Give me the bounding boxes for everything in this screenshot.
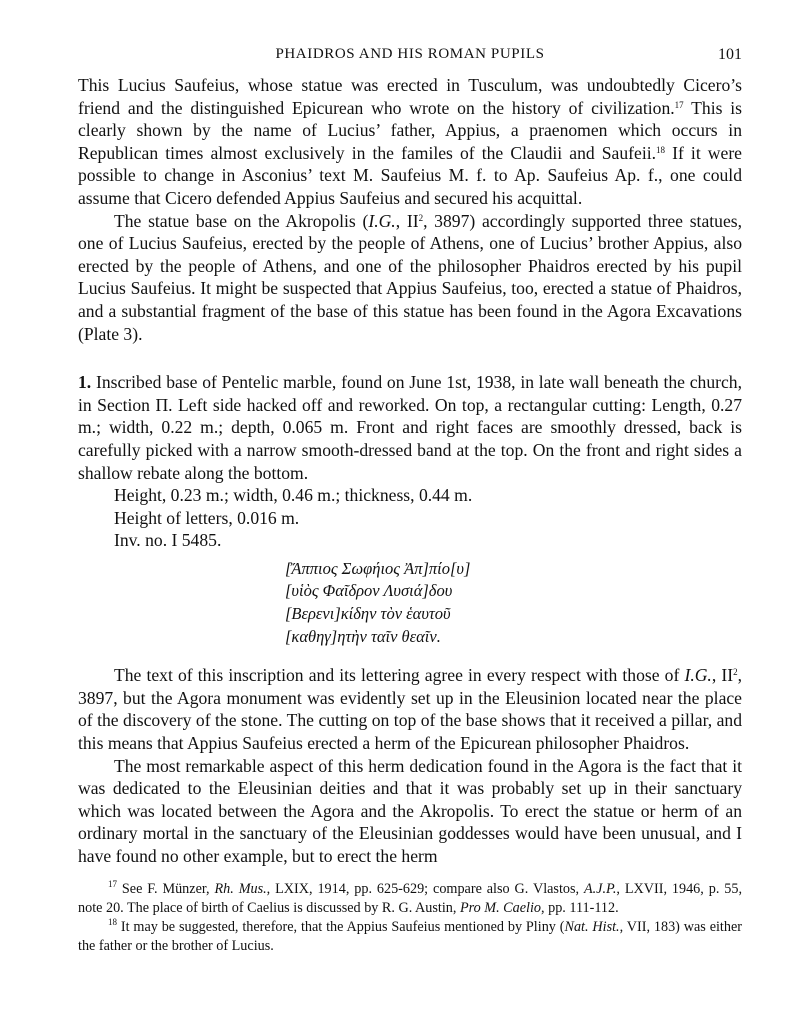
paragraph-4: The most remarkable aspect of this herm dedication found in the Agora is the fact that it was dedicated to the Eleusinian deities and that it was probably set up in their sanctuary which was located between the Agora and the Akropolis. To erect the statue or herm of an ordinary mortal in the sanctuary of the Eleusinian goddesses would have been unusual, and I have found no other example, but to erect the herm	[78, 755, 742, 866]
paragraph-1: This Lucius Saufeius, whose statue was erected in Tusculum, was undoubtedly Cicero’s friend and the distinguished Epicurean who wrote on the history of civilization.$^{17}$ This is clearly shown by the name of Lucius’ father, Appius, a praenomen which occurs in Republican times almost exclusively in the familes of the Claudii and Saufeii.$^{18}$ If it were possible to change in Asconius’ text M. Saufeius M. f. to Ap. Saufeius Ap. f., one could assume that Cicero defended Appius Saufeius and secured his acquittal.	[78, 75, 742, 208]
page-number: 101	[718, 46, 742, 63]
measurement-line: Height, 0.23 m.; width, 0.46 m.; thickness, 0.44 m.	[114, 485, 473, 506]
measurements	[114, 484, 742, 552]
footnote-18: $^{18}$ It may be suggested, therefore, that the Appius Saufeius mentioned by Pliny (Nat. Hist., VII, 183) was either the father or the brother of Lucius.	[78, 917, 742, 954]
citation-ig: I.G.	[368, 210, 396, 231]
body-text	[78, 74, 742, 868]
inscription-line: [υἱὸς Φαῖδρον Λυσιά]δου	[285, 581, 453, 601]
page-header	[78, 46, 742, 68]
measurement-line: Height of letters, 0.016 m.	[114, 507, 300, 528]
footnote-17: $^{17}$ See F. Münzer, Rh. Mus., LXIX, 1914, pp. 625-629; compare also G. Vlastos, A.J.P., LXVII, 1946, p. 55, note 20. The place of birth of Caelius is discussed by R. G. Austin, Pro M. Caelio, pp. 111-112.	[78, 879, 742, 916]
greek-inscription	[285, 558, 742, 648]
running-title: PHAIDROS AND HIS ROMAN PUPILS	[275, 46, 545, 62]
footnotes	[78, 880, 742, 956]
citation-ig: I.G.	[684, 665, 712, 686]
inscription-line: [καθηγ]ητὴν ταῖν θεαῖν.	[285, 626, 441, 646]
footnote-ref-18[interactable]: 18	[656, 144, 665, 155]
entry-number: 1.	[78, 372, 92, 393]
inscription-line: [Ἄππιος Σωφήιος Ἀπ]πίο[υ]	[285, 558, 471, 578]
measurement-line: Inv. no. I 5485.	[114, 530, 222, 551]
paragraph-3: The text of this inscription and its lettering agree in every respect with those of I.G., $II^2$, 3897, but the Agora monument was evidently set up in the Eleusinion located near the place of the discovery of the stone. The cutting on top of the base shows that it received a pillar, and this means that Appius Saufeius erected a herm of the Epicurean philosopher Phaidros.	[78, 665, 743, 754]
paragraph-2: The statue base on the Akropolis (I.G., $II^2$, 3897) accordingly supported three statues, one of Lucius Saufeius, erected by the people of Athens, one of Lucius’ brother Appius, also erected by the people of Athens, and one of the philosopher Phaidros erected by his pupil Lucius Saufeius. It might be suspected that Appius Saufeius, too, erected a statue of Phaidros, and a substantial fragment of the base of this statue has been found in the Agora Excavations (Plate 3).	[78, 210, 742, 344]
footnote-ref-17[interactable]: 17	[674, 99, 684, 110]
catalogue-entry: 1. Inscribed base of Pentelic marble, found on June 1st, 1938, in late wall beneath the church, in Section Π. Left side hacked off and reworked. On top, a rectangular cutting: Length, 0.27 m.; width, 0.22 m.; depth, 0.065 m. Front and right faces are smoothly dressed, back is carefully picked with a narrow smooth-dressed band at the top. On the front and right sides a shallow rebate along the bottom.	[78, 372, 742, 483]
inscription-line: [Βερενι]κίδην τὸν ἑαυτοῦ	[285, 604, 451, 624]
